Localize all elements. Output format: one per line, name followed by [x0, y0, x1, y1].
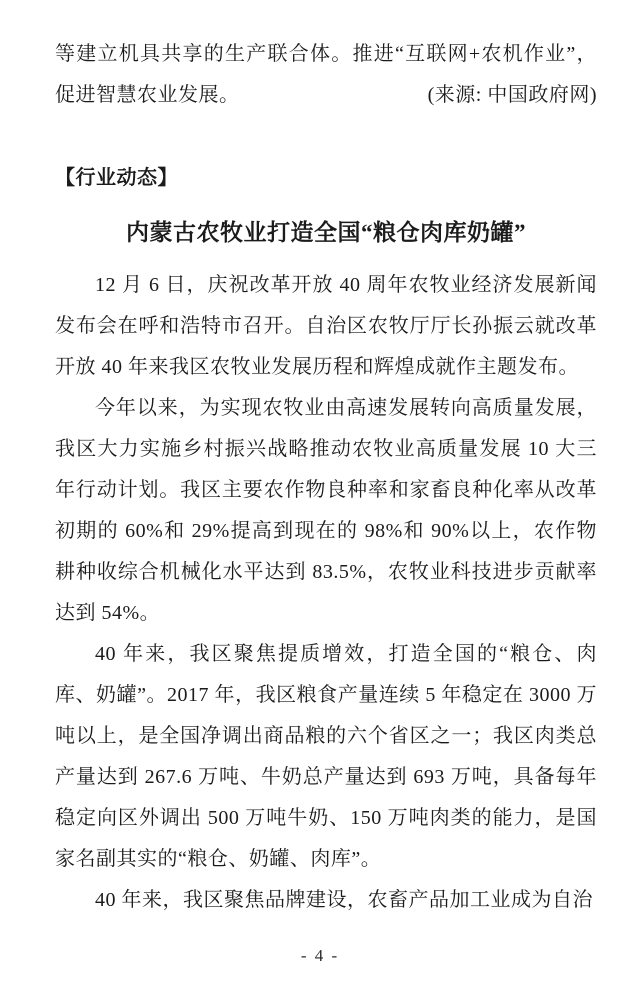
page-number: - 4 -	[300, 946, 340, 965]
continuation-text: 等建立机具共享的生产联合体。推进“互联网+农机作业”，促进智慧农业发展。	[55, 43, 597, 106]
article-paragraph-3: 40 年来，我区聚焦提质增效，打造全国的“粮仓、肉库、奶罐”。2017 年，我区粮食产量连续 5 年稳定在 3000 万吨以上，是全国净调出商品粮的六个省区之一；我区肉类总产量达到 267.6 万吨、牛奶总产量达到 693 万吨，具备每年稳定向区外调出 500 万吨牛奶、150 万吨肉类的能力，是国家名副其实的“粮仓、奶罐、肉库”。	[55, 643, 597, 870]
article-title: 内蒙古农牧业打造全国“粮仓肉库奶罐”	[126, 220, 526, 245]
article-paragraph-2: 今年以来，为实现农牧业由高速发展转向高质量发展，我区大力实施乡村振兴战略推动农牧业高质量发展 10 大三年行动计划。我区主要农作物良种率和家畜良种化率从改革初期的 60%和 29%提高到现在的 98%和 90%以上，农作物耕种收综合机械化水平达到 83.5%，农牧业科技进步贡献率达到 54%。	[55, 397, 597, 624]
article-paragraph-1: 12 月 6 日，庆祝改革开放 40 周年农牧业经济发展新闻发布会在呼和浩特市召开。自治区农牧厅厅长孙振云就改革开放 40 年来我区农牧业发展历程和辉煌成就作主题发布。	[55, 274, 597, 378]
section-header: 【行业动态】	[55, 167, 178, 189]
paragraph-continuation	[55, 34, 597, 116]
source-attribution: (来源: 中国政府网)	[427, 84, 597, 106]
article-paragraph-4: 40 年来，我区聚焦品牌建设，农畜产品加工业成为自治	[95, 889, 593, 911]
